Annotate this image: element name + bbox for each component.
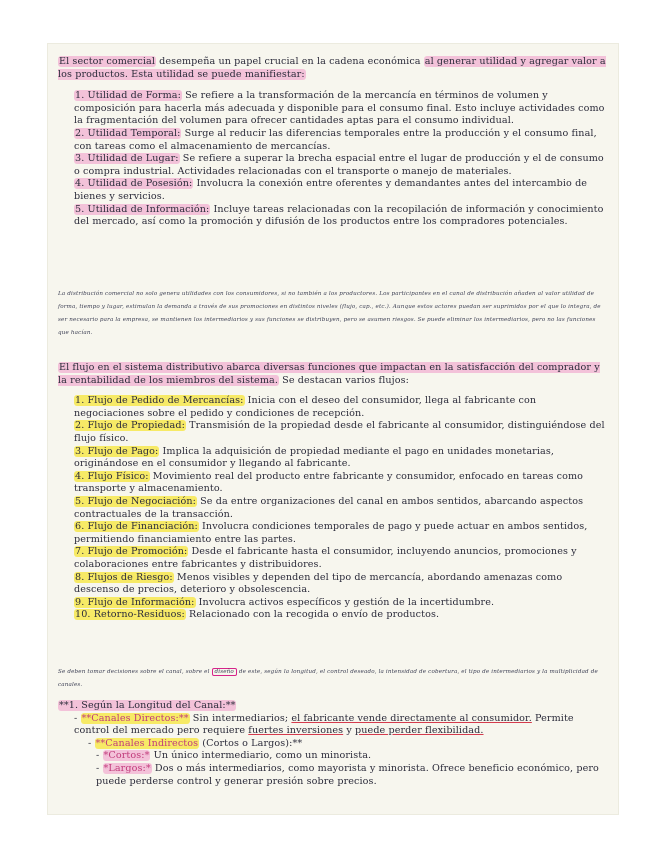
utility-title: Utilidad de Lugar: — [87, 153, 179, 165]
utility-item: 2. Utilidad Temporal: Surge al reducir las diferencias temporales entre la producción y el consumo final, con tareas como el almacenamiento de mercancías. — [74, 127, 597, 152]
utility-item: 4. Utilidad de Posesión: Involucra la conexión entre oferentes y demandantes antes del intercambio de bienes y servicios. — [74, 178, 588, 202]
flow-item: 3. Flujo de Pago: Implica la adquisición de propiedad mediante el pago en unidades monetarias, originándose en el consumidor y llegando al fabricante. — [74, 445, 555, 470]
flow-item: 9. Flujo de Información: Involucra activos específicos y gestión de la incertidumbre. — [75, 596, 495, 608]
flow-item: 2. Flujo de Propiedad: Transmisión de la propiedad desde el fabricante al consumidor, distinguiéndose del flujo físico. — [74, 420, 605, 444]
flow-title: Flujo de Pago: — [87, 445, 159, 457]
flow-title: Flujo Físico: — [87, 470, 149, 482]
flow-title: Flujo de Información: — [87, 596, 195, 608]
section-channel-length — [58, 700, 606, 788]
utility-item: 5. Utilidad de Información: Incluye tareas relacionadas con la recopilación de información y conocimiento del mercado, así como la promoción y difusión de los productos entre los compradores potenciales. — [74, 203, 604, 228]
notebook-page — [48, 44, 618, 814]
flows-intro-highlight: El flujo en el sistema distributivo abarca diversas funciones que impactan en la satisfacción del comprador y la rentabilidad de los miembros del sistema. — [58, 362, 600, 386]
long-channel-label: *Largos:* — [103, 762, 151, 774]
section-commercial-utility — [58, 56, 606, 229]
term-sector-comercial: El sector comercial — [59, 56, 156, 67]
short-channel-item: - *Cortos:* Un único intermediario, como un minorista. — [96, 750, 372, 762]
flow-item: 8. Flujos de Riesgo: Menos visibles y dependen del tipo de mercancía, abordando amenazas como descenso de precios, deterioro y obsolescencia. — [74, 571, 563, 596]
direct-channel-label: **Canales Directos:** — [81, 712, 189, 724]
utility-title: Utilidad Temporal: — [87, 127, 181, 139]
flow-title: Flujo de Negociación: — [87, 495, 196, 507]
boxed-word-diseno: diseño — [212, 668, 237, 676]
flow-item: 4. Flujo Físico: Movimiento real del producto entre fabricante y consumidor, enfocado en tareas como transporte y almacenamiento. — [74, 470, 584, 495]
channel-length-heading: **1. Según la Longitud del Canal:** — [59, 700, 236, 711]
flow-item: 1. Flujo de Pedido de Mercancías: Inicia con el deseo del consumidor, llega al fabricante con negociaciones sobre el pedido y condiciones de recepción. — [74, 395, 537, 419]
handwritten-note-channel-design: Se deben tomar decisiones sobre el canal, sobre el diseño de este, según la longitud, el control deseado, la intensidad de cobertura, el tipo de intermediarios y la multiplicidad de canales. — [58, 669, 598, 688]
indirect-channel-label: **Canales Indirectos — [95, 737, 199, 749]
short-channel-label: *Cortos:* — [103, 750, 150, 762]
underlined-phrase: fuertes inversiones — [248, 725, 344, 737]
flow-title: Flujo de Financiación: — [87, 521, 198, 533]
flow-item: 5. Flujo de Negociación: Se da entre organizaciones del canal en ambos sentidos, abarcando aspectos contractuales de la transacción. — [74, 495, 584, 520]
underlined-phrase: puede perder flexibilidad. — [355, 725, 484, 737]
utility-item: 1. Utilidad de Forma: Se refiere a la transformación de la mercancía en términos de volumen y composición para hacerla más adecuada y disponible para el consumo final. Esto incluye actividades como la fragmentación del volumen para ofrecer cantidades aptas para el consumo individual. — [74, 90, 605, 127]
intro-paragraph: El sector comercial desempeña un papel crucial en la cadena económica al generar utilidad y agregar valor a los productos. Esta utilidad se puede manifiestar: — [58, 56, 606, 80]
section-distribution-flows — [58, 362, 606, 622]
long-channel-item: - *Largos:* Dos o más intermediarios, como mayorista y minorista. Ofrece beneficio económico, pero puede perderse control y generar presión sobre precios. — [96, 762, 599, 787]
flow-item: 10. Retorno-Residuos: Relacionado con la recogida o envío de productos. — [75, 609, 440, 621]
flow-title: Retorno-Residuos: — [93, 609, 185, 621]
flow-title: Flujo de Pedido de Mercancías: — [87, 395, 244, 407]
handwritten-note-distribution: La distribución comercial no solo genera utilidades con los consumidores, si no también a los productores. Los participantes en el canal de distribución añaden al valor utilidad de forma, tiempo y lugar, estimulan la demanda a través de sus promociones en distintos niveles (flujo, cap., etc.). Aunque estos actores puedan ser suprimidos por el que lo integra, de ser necesario para la empresa, se mantienen los intermediarios y sus funciones se distribuyen, pero se asumen riesgos. Se puede eliminar los intermediarios, pero no las funciones que hacían. — [58, 291, 601, 336]
flow-item: 6. Flujo de Financiación: Involucra condiciones temporales de pago y puede actuar en ambos sentidos, permitiendo financiamiento entre las partes. — [74, 521, 588, 545]
direct-channel-item: - **Canales Directos:** Sin intermediarios; el fabricante vende directamente al consumidor. Permite control del mercado pero requiere fuertes inversiones y puede perder flexibilidad. — [74, 712, 574, 737]
intro-highlight: al generar utilidad y agregar valor a los productos. Esta utilidad se puede manifiestar: — [58, 56, 606, 80]
flow-title: Flujo de Promoción: — [87, 546, 188, 558]
utility-item: 3. Utilidad de Lugar: Se refiere a superar la brecha espacial entre el lugar de producción y el de consumo o compra industrial. Actividades relacionadas con el transporte o manejo de materiales. — [74, 153, 604, 177]
flow-item: 7. Flujo de Promoción: Desde el fabricante hasta el consumidor, incluyendo anuncios, promociones y colaboraciones entre fabricantes y distribuidores. — [74, 546, 577, 570]
flow-title: Flujo de Propiedad: — [87, 420, 185, 432]
indirect-channel-item: - **Canales Indirectos (Cortos o Largos):** — [88, 737, 303, 749]
underlined-phrase: el fabricante vende directamente al consumidor. — [291, 712, 532, 724]
utility-title: Utilidad de Forma: — [87, 90, 181, 102]
flow-title: Flujos de Riesgo: — [87, 571, 173, 583]
utility-title: Utilidad de Información: — [87, 203, 210, 215]
utility-title: Utilidad de Posesión: — [87, 178, 193, 190]
flows-intro: El flujo en el sistema distributivo abarca diversas funciones que impactan en la satisfacción del comprador y la rentabilidad de los miembros del sistema. Se destacan varios flujos: — [58, 362, 600, 386]
